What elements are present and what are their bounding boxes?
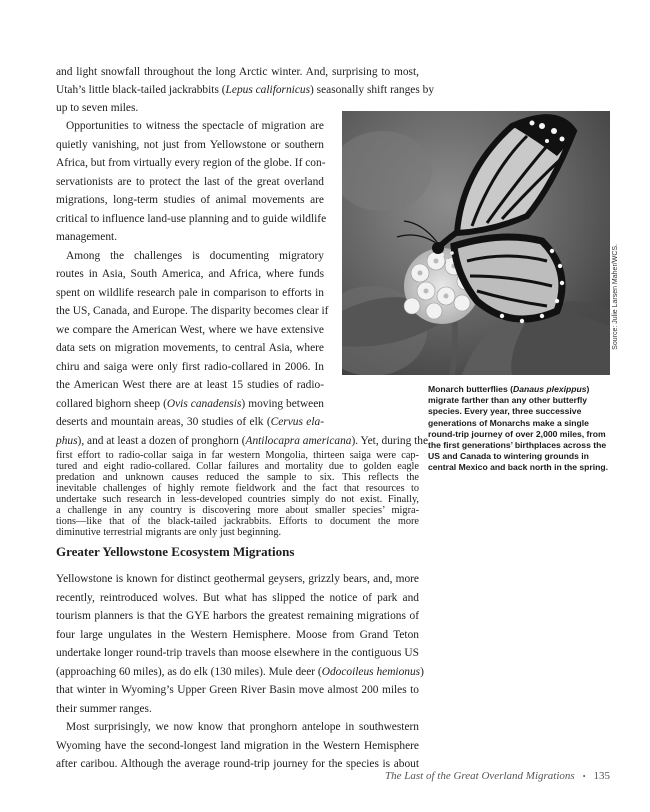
text-line: four large ungulates in the Western Hemisphere. Moose from Grand Teton	[56, 629, 419, 641]
text-line: collared bighorn sheep (Ovis canadensis) moving between	[56, 398, 324, 410]
text-line: Utah’s little black-tailed jackrabbits (Lepus californicus) seasonally shift ranges by	[56, 84, 435, 96]
text-line: diminutive terrestrial migrants are only just beginning.	[56, 527, 282, 538]
text-line: management.	[56, 231, 118, 243]
text-line: chiru and saiga were only first radio-collared in 2006. In	[56, 361, 324, 373]
text-line: phus), and at least a dozen of pronghorn (Antilocapra americana). Yet, during the	[56, 435, 429, 447]
text-line: tourism planners is that the GYE harbors the greatest remaining migrations of	[56, 610, 419, 622]
text-line: Wyoming have the second-longest land migration in the Western Hemisphere	[56, 740, 419, 752]
section-heading: Greater Yellowstone Ecosystem Migrations	[56, 544, 295, 559]
text-line: tions—like that of the black-tailed jackrabbits. Efforts to document the more	[56, 516, 419, 527]
text-line: quietly vanishing, not just from Yellowstone or southern	[56, 139, 324, 151]
text-line: Opportunities to witness the spectacle of migration are	[66, 120, 324, 132]
photo-caption: Monarch butterflies (Danaus plexippus) migrate farther than any other butterfly species. Every year, three successive generations of Monarchs make a single round-trip journey of over 2,000 miles, from the first generations’ birthplaces across the US and Canada to wintering grounds in central Mexico and back north in the spring.	[428, 384, 609, 473]
page-number: 135	[593, 770, 610, 782]
text-line: migrations, long-term studies of animal movements are	[56, 194, 324, 206]
text-line: data sets on migration movements, to central Asia, where	[56, 342, 324, 354]
text-line: we compare the American West, where we have extensive	[56, 324, 324, 336]
text-line: servationists are to protect the last of the great overland	[56, 176, 324, 188]
text-line: that winter in Wyoming’s Upper Green River Basin move almost 200 miles to	[56, 684, 419, 696]
text-line: the US, Canada, and Europe. The disparity becomes clear if	[56, 305, 329, 317]
text-line: routes in Asia, South America, and Africa, where funds	[56, 268, 324, 280]
running-footer	[385, 770, 610, 782]
footer-title: The Last of the Great Overland Migrations	[385, 770, 575, 782]
text-line: critical to influence land-use planning and to guide wildlife	[56, 213, 327, 225]
text-line: the American West there are at least 15 studies of radio-	[56, 379, 324, 391]
text-line: up to seven miles.	[56, 102, 139, 114]
text-line: after caribou. Although the average round-trip journey for the species is about	[56, 758, 419, 770]
text-line: Among the challenges is documenting migratory	[66, 250, 324, 262]
text-line: Africa, but from virtually every region of the globe. If con-	[56, 157, 326, 169]
text-line: first effort to radio-collar saiga in far western Mongolia, thirteen saiga were cap-	[56, 450, 419, 461]
text-line: Yellowstone is known for distinct geothermal geysers, grizzly bears, and, more	[56, 573, 419, 585]
text-line: tured and eight radio-collared. Collar failures and mortality due to golden eagle	[56, 461, 419, 472]
text-line: undertake longer round-trip travels than moose elsewhere in the contiguous US	[56, 647, 419, 659]
text-line: recently, reintroduced wolves. But what has slipped the notice of park and	[56, 592, 419, 604]
monarch-butterfly-photo	[342, 111, 610, 375]
photo-credit: Source: Julie Larsen Maher/WCS.	[612, 244, 619, 350]
text-line: predation and unknown causes reduced the sample to six. This reflects the	[56, 472, 419, 483]
text-line: their summer ranges.	[56, 703, 152, 715]
text-line: inevitable challenges of highly remote fieldwork and the fact that resources to	[56, 483, 419, 494]
text-line: deserts and mountain areas, 30 studies of elk (Cervus ela-	[56, 416, 325, 428]
text-line: Most surprisingly, we now know that pronghorn antelope in southwestern	[66, 721, 419, 733]
text-line: and light snowfall throughout the long Arctic winter. And, surprising to most,	[56, 66, 419, 78]
text-line: a challenge in any country is discovering more about smaller species’ migra-	[56, 505, 419, 516]
text-line: (approaching 60 miles), as do elk (130 miles). Mule deer (Odocoileus hemionus)	[56, 666, 424, 678]
footer-bullet: •	[582, 771, 586, 781]
text-line: spent on wildlife research pale in comparison to efforts in	[56, 287, 324, 299]
text-line: undertake such research in less-developed countries simply do not exist. Finally,	[56, 494, 419, 505]
